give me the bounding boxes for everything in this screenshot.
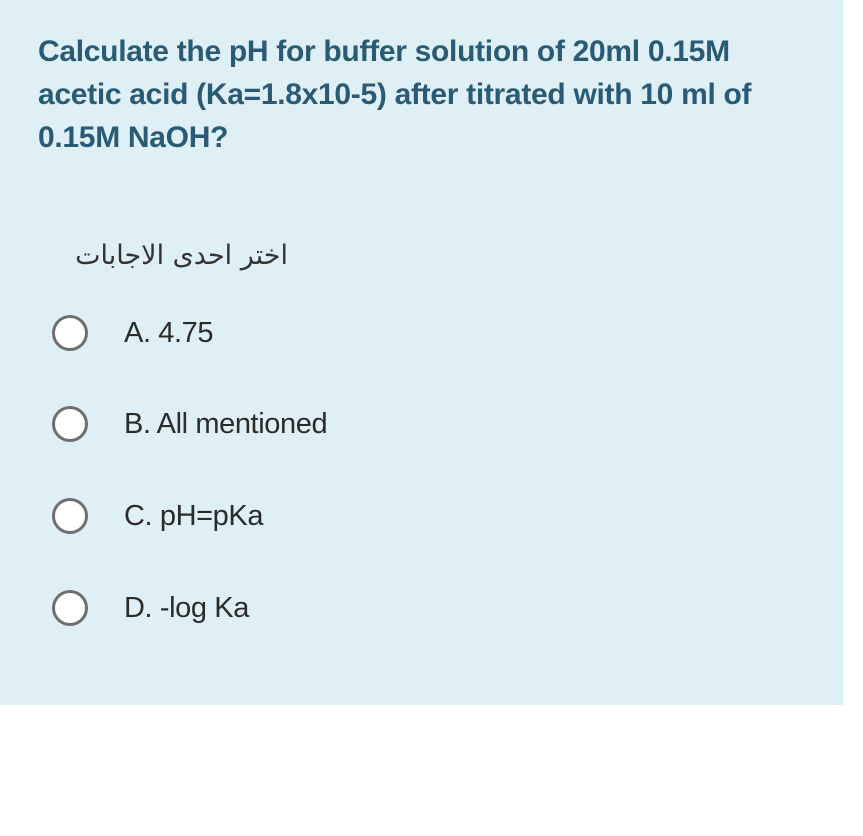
radio-button-icon[interactable]: [52, 498, 88, 534]
radio-button-icon[interactable]: [52, 406, 88, 442]
radio-button-icon[interactable]: [52, 590, 88, 626]
choose-answer-prompt: اختر احدى الاجابات: [75, 240, 288, 271]
answer-option-label: C. pH=pKa: [124, 499, 264, 532]
answer-option-label: A. 4.75: [124, 316, 214, 349]
answer-option-label: B. All mentioned: [124, 407, 328, 440]
answer-option-d[interactable]: [52, 586, 249, 630]
answer-option-a[interactable]: [52, 311, 213, 355]
answer-option-label: D. -log Ka: [124, 591, 249, 624]
answer-option-b[interactable]: [52, 402, 327, 446]
radio-button-icon[interactable]: [52, 315, 88, 351]
answer-option-c[interactable]: [52, 494, 263, 538]
question-text: Calculate the pH for buffer solution of 20ml 0.15M acetic acid (Ka=1.8x10-5) after titrated with 10 ml of 0.15M NaOH?: [38, 35, 752, 154]
